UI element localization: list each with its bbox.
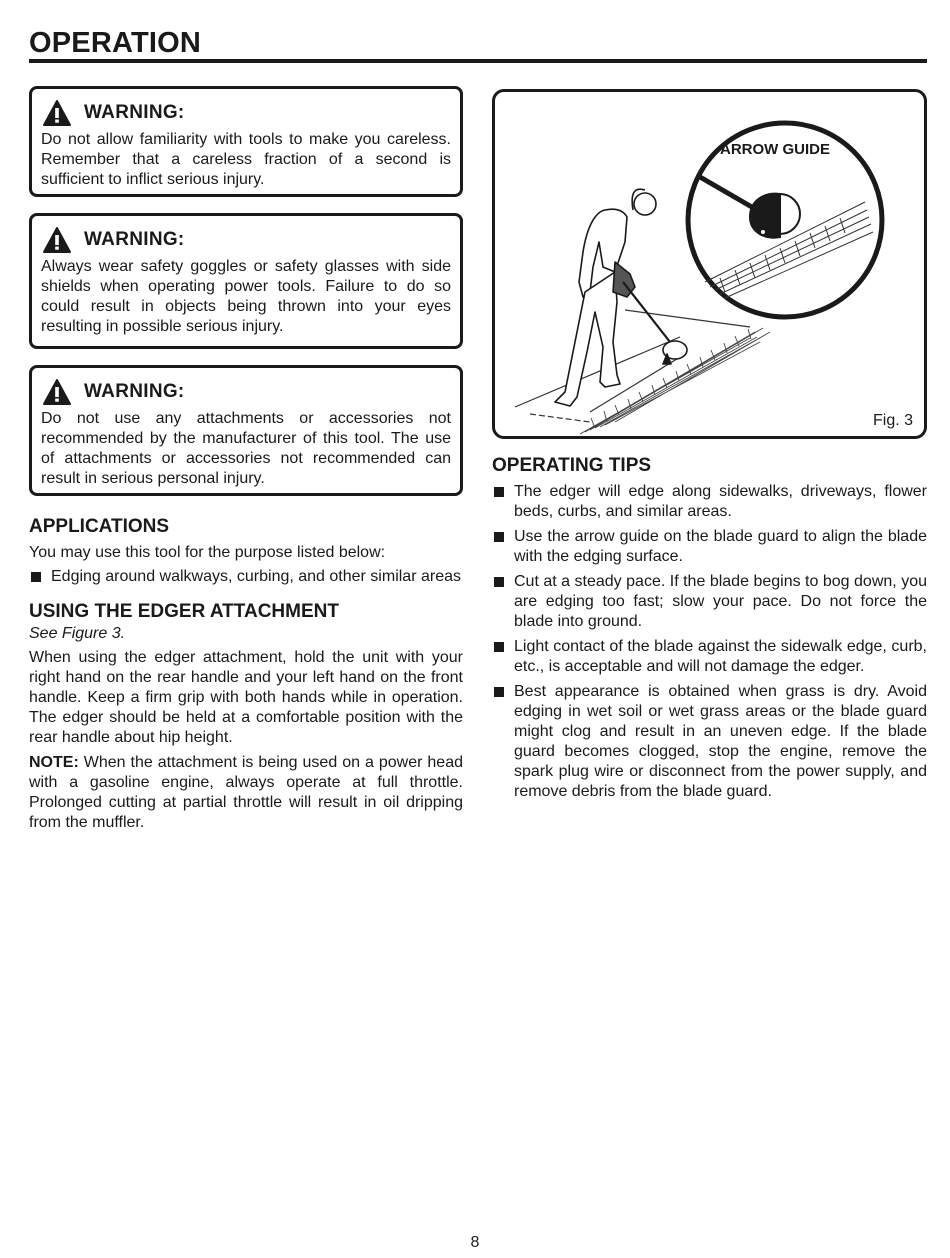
bullet-square-icon bbox=[494, 487, 504, 497]
note-text: When the attachment is being used on a power head with a gasoline engine, always operate at full throttle. Prolonged cutting at partial throttle will result in oil dripping from the muffler. bbox=[29, 754, 463, 831]
applications-heading: APPLICATIONS bbox=[29, 516, 170, 537]
arrow-guide-inset bbox=[688, 123, 882, 317]
warning-box-2 bbox=[29, 213, 463, 349]
list-item-text: Cut at a steady pace. If the blade begins to bog down, you are edging too fast; slow your pace. Do not force the blade into ground. bbox=[514, 573, 927, 630]
warning-header bbox=[41, 96, 451, 130]
bullet-square-icon bbox=[494, 687, 504, 697]
edger-heading: USING THE EDGER ATTACHMENT bbox=[29, 601, 339, 622]
bullet-square-icon bbox=[494, 577, 504, 587]
list-item-text: Light contact of the blade against the sidewalk edge, curb, etc., is acceptable and will not damage the edger. bbox=[514, 638, 927, 675]
left-column bbox=[29, 86, 463, 833]
edger-illustration bbox=[495, 92, 924, 436]
bullet-square-icon bbox=[494, 532, 504, 542]
warning-header bbox=[41, 375, 451, 409]
warning-triangle-icon bbox=[42, 378, 72, 406]
list-item-text: The edger will edge along sidewalks, driveways, flower beds, curbs, and similar areas. bbox=[514, 483, 927, 520]
page-title: OPERATION bbox=[29, 27, 202, 59]
note-paragraph bbox=[29, 753, 463, 833]
arrow-guide-callout: ARROW GUIDE bbox=[720, 141, 830, 158]
list-item-text: Use the arrow guide on the blade guard to align the blade with the edging surface. bbox=[514, 528, 927, 565]
page-number: 8 bbox=[470, 1234, 480, 1251]
warning-text: Always wear safety goggles or safety glasses with side shields when operating power tools. Failure to do so could result in objects being thrown into your eyes resulting in possible serious injury. bbox=[41, 258, 451, 335]
applications-intro: You may use this tool for the purpose listed below: bbox=[29, 544, 386, 561]
operator-figure bbox=[555, 189, 687, 406]
note-label: NOTE: bbox=[29, 754, 79, 771]
warning-label: WARNING: bbox=[84, 102, 185, 123]
list-item bbox=[492, 637, 927, 677]
list-item bbox=[492, 682, 927, 802]
warning-text: Do not use any attachments or accessories not recommended by the manufacturer of this tool. The use of attachments or accessories not recommended can result in serious personal injury. bbox=[41, 410, 451, 487]
list-item-text: Edging around walkways, curbing, and other similar areas bbox=[51, 568, 461, 585]
bullet-square-icon bbox=[494, 642, 504, 652]
bullet-square-icon bbox=[31, 572, 41, 582]
title-rule bbox=[29, 59, 927, 63]
warning-triangle-icon bbox=[42, 99, 72, 127]
warning-text: Do not allow familiarity with tools to make you careless. Remember that a careless fraction of a second is sufficient to inflict serious injury. bbox=[41, 131, 451, 188]
list-item bbox=[492, 527, 927, 567]
warning-box-1 bbox=[29, 86, 463, 197]
operating-tips-list bbox=[492, 482, 927, 802]
edger-paragraph: When using the edger attachment, hold the unit with your right hand on the rear handle and your left hand on the front handle. Keep a firm grip with both hands while in operation. The edger should be held at a comfortable position with the rear handle about hip height. bbox=[29, 649, 463, 746]
warning-box-3 bbox=[29, 365, 463, 496]
warning-triangle-icon bbox=[42, 226, 72, 254]
warning-label: WARNING: bbox=[84, 229, 185, 250]
list-item bbox=[492, 482, 927, 522]
list-item bbox=[29, 567, 463, 587]
list-item-text: Best appearance is obtained when grass is dry. Avoid edging in wet soil or wet grass areas or the blade guard might clog and result in an uneven edge. If the blade guard becomes clogged, stop the engine, remove the spark plug wire or disconnect from the power supply, and remove debris from the blade guard. bbox=[514, 683, 927, 800]
warning-header bbox=[41, 223, 451, 257]
figure-3 bbox=[492, 89, 927, 439]
applications-list bbox=[29, 567, 463, 587]
warning-label: WARNING: bbox=[84, 381, 185, 402]
right-column bbox=[492, 89, 927, 807]
list-item bbox=[492, 572, 927, 632]
figure-caption: Fig. 3 bbox=[872, 412, 913, 429]
see-figure-reference: See Figure 3. bbox=[29, 625, 126, 642]
operating-tips-heading: OPERATING TIPS bbox=[492, 455, 652, 476]
